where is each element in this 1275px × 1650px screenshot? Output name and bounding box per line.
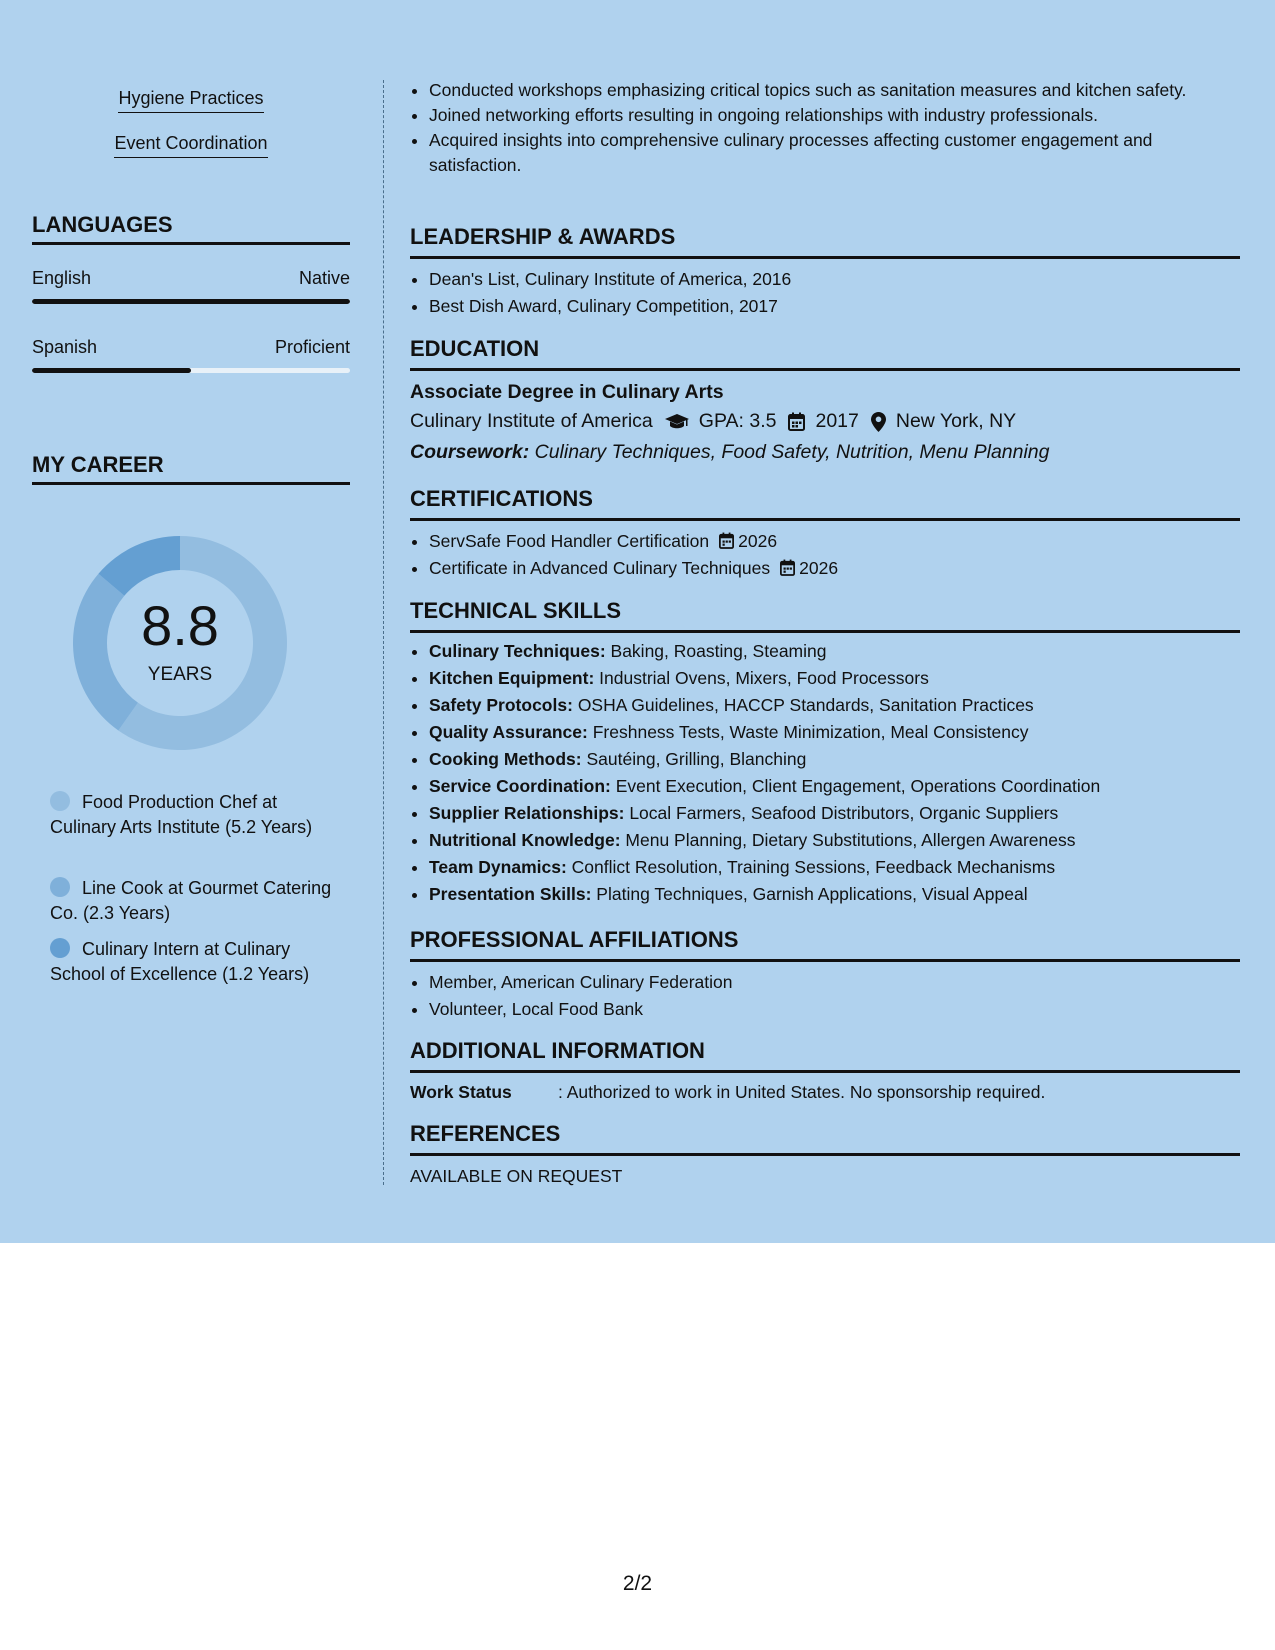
list-item: • Conducted workshops emphasizing critical topics such as sanitation measures and kitchen safety. xyxy=(429,78,1240,103)
leadership-section xyxy=(410,224,1240,320)
language-bar-fill xyxy=(32,368,191,373)
skill-list: Plating Techniques, Garnish Applications, Visual Appeal xyxy=(596,884,1028,904)
gpa-value: GPA: 3.5 xyxy=(698,410,777,432)
degree-title: Associate Degree in Culinary Arts xyxy=(410,381,724,403)
legend-label: Food Production Chef at Culinary Arts Institute (5.2 Years) xyxy=(50,792,313,837)
list-item xyxy=(429,692,1240,719)
skill-tag xyxy=(32,88,350,113)
section-title: ADDITIONAL INFORMATION xyxy=(410,1038,705,1063)
section-title: PROFESSIONAL AFFILIATIONS xyxy=(410,927,739,952)
legend-dot xyxy=(50,877,70,897)
career-legend-item xyxy=(50,790,335,840)
calendar-icon xyxy=(788,412,805,431)
skill-tag xyxy=(32,133,350,158)
skill-list: Baking, Roasting, Steaming xyxy=(610,641,827,661)
affiliations-section xyxy=(410,927,1240,1023)
coursework-label: Coursework: xyxy=(410,441,530,463)
certification-name: ServSafe Food Handler Certification xyxy=(429,531,710,551)
section-title: REFERENCES xyxy=(410,1121,561,1146)
work-status-value: : Authorized to work in United States. No sponsorship required. xyxy=(558,1082,1046,1102)
list-item xyxy=(429,555,1240,582)
career-total-years: 8.8 xyxy=(141,594,219,657)
page-number: 2/2 xyxy=(622,1572,653,1595)
section-rule xyxy=(410,518,1240,521)
skill-list: OSHA Guidelines, HACCP Standards, Sanitation Practices xyxy=(577,695,1034,715)
list-item xyxy=(429,854,1240,881)
calendar-icon xyxy=(719,532,734,549)
skill-tag-label: Event Coordination xyxy=(114,133,267,158)
skill-category: Supplier Relationships: xyxy=(429,803,625,823)
heading-rule xyxy=(32,482,350,485)
skill-category: Safety Protocols: xyxy=(429,695,573,715)
skill-list: Menu Planning, Dietary Substitutions, Allergen Awareness xyxy=(625,830,1076,850)
column-divider xyxy=(383,80,384,1185)
career-heading: MY CAREER xyxy=(32,452,164,477)
list-item xyxy=(429,638,1240,665)
list-item xyxy=(429,665,1240,692)
list-item xyxy=(429,746,1240,773)
heading-rule xyxy=(32,242,350,245)
language-name: English xyxy=(32,268,92,288)
list-item: • Dean's List, Culinary Institute of America, 2016 xyxy=(429,266,1240,293)
skill-list: Local Farmers, Seafood Distributors, Organic Suppliers xyxy=(629,803,1059,823)
list-item xyxy=(429,719,1240,746)
additional-info-section xyxy=(410,1038,1240,1103)
certification-year: 2026 xyxy=(738,531,778,551)
section-title: LEADERSHIP & AWARDS xyxy=(410,224,676,249)
school-location: New York, NY xyxy=(895,410,1017,432)
skill-list: Conflict Resolution, Training Sessions, Feedback Mechanisms xyxy=(571,857,1056,877)
list-item: • Volunteer, Local Food Bank xyxy=(429,996,1240,1023)
languages-heading: LANGUAGES xyxy=(32,212,173,237)
language-name: Spanish xyxy=(32,337,98,357)
list-item: • Acquired insights into comprehensive culinary processes affecting customer engagement and satisfaction. xyxy=(429,128,1240,178)
skill-category: Cooking Methods: xyxy=(429,749,582,769)
language-bar xyxy=(32,368,350,373)
section-rule xyxy=(410,1070,1240,1073)
section-rule xyxy=(410,1153,1240,1156)
legend-dot xyxy=(50,791,70,811)
career-legend-item xyxy=(50,876,335,926)
section-rule xyxy=(410,368,1240,371)
school-name: Culinary Institute of America xyxy=(410,410,653,432)
language-bar-fill xyxy=(32,299,350,304)
list-item xyxy=(429,528,1240,555)
section-title: CERTIFICATIONS xyxy=(410,486,593,511)
language-bar xyxy=(32,299,350,304)
location-pin-icon xyxy=(871,412,886,432)
list-item: • Best Dish Award, Culinary Competition, 2017 xyxy=(429,293,1240,320)
career-years-label: YEARS xyxy=(147,664,213,685)
list-item: • Joined networking efforts resulting in ongoing relationships with industry professionals. xyxy=(429,103,1240,128)
skill-category: Team Dynamics: xyxy=(429,857,567,877)
work-status-row xyxy=(410,1082,1240,1103)
skill-category: Nutritional Knowledge: xyxy=(429,830,621,850)
list-item xyxy=(429,800,1240,827)
coursework xyxy=(410,441,1240,464)
language-level: Native xyxy=(298,268,350,288)
legend-dot xyxy=(50,938,70,958)
education-section xyxy=(410,336,1240,464)
work-status-label: Work Status xyxy=(410,1082,512,1102)
section-rule xyxy=(410,256,1240,259)
calendar-icon xyxy=(780,559,795,576)
graduation-year: 2017 xyxy=(815,410,859,432)
skill-category: Presentation Skills: xyxy=(429,884,592,904)
technical-skills-section xyxy=(410,598,1240,908)
legend-label: Culinary Intern at Culinary School of Excellence (1.2 Years) xyxy=(50,939,310,984)
graduation-cap-icon xyxy=(665,413,689,431)
experience-bullets xyxy=(410,78,1240,178)
career-legend-item xyxy=(50,937,335,987)
section-rule xyxy=(410,630,1240,633)
language-level: Proficient xyxy=(274,337,350,357)
references-section xyxy=(410,1121,1240,1187)
list-item: • Member, American Culinary Federation xyxy=(429,969,1240,996)
skill-list: Event Execution, Client Engagement, Operations Coordination xyxy=(615,776,1101,796)
section-title: EDUCATION xyxy=(410,336,540,361)
certifications-section xyxy=(410,486,1240,582)
skill-tag-label: Hygiene Practices xyxy=(118,88,263,113)
skill-category: Quality Assurance: xyxy=(429,722,588,742)
coursework-list: Culinary Techniques, Food Safety, Nutrition, Menu Planning xyxy=(534,441,1050,463)
skill-category: Kitchen Equipment: xyxy=(429,668,595,688)
education-meta xyxy=(410,410,1240,433)
list-item xyxy=(429,773,1240,800)
skill-category: Service Coordination: xyxy=(429,776,611,796)
list-item xyxy=(429,881,1240,908)
list-item xyxy=(429,827,1240,854)
section-rule xyxy=(410,959,1240,962)
certification-year: 2026 xyxy=(799,558,839,578)
section-title: TECHNICAL SKILLS xyxy=(410,598,622,623)
language-row xyxy=(32,337,350,358)
skill-list: Industrial Ovens, Mixers, Food Processors xyxy=(599,668,929,688)
certification-name: Certificate in Advanced Culinary Techniques xyxy=(429,558,771,578)
legend-label: Line Cook at Gourmet Catering Co. (2.3 Years) xyxy=(50,878,332,923)
language-row xyxy=(32,268,350,289)
references-text: AVAILABLE ON REQUEST xyxy=(410,1166,623,1186)
skill-list: Freshness Tests, Waste Minimization, Meal Consistency xyxy=(592,722,1029,742)
skill-category: Culinary Techniques: xyxy=(429,641,606,661)
skill-list: Sautéing, Grilling, Blanching xyxy=(586,749,807,769)
